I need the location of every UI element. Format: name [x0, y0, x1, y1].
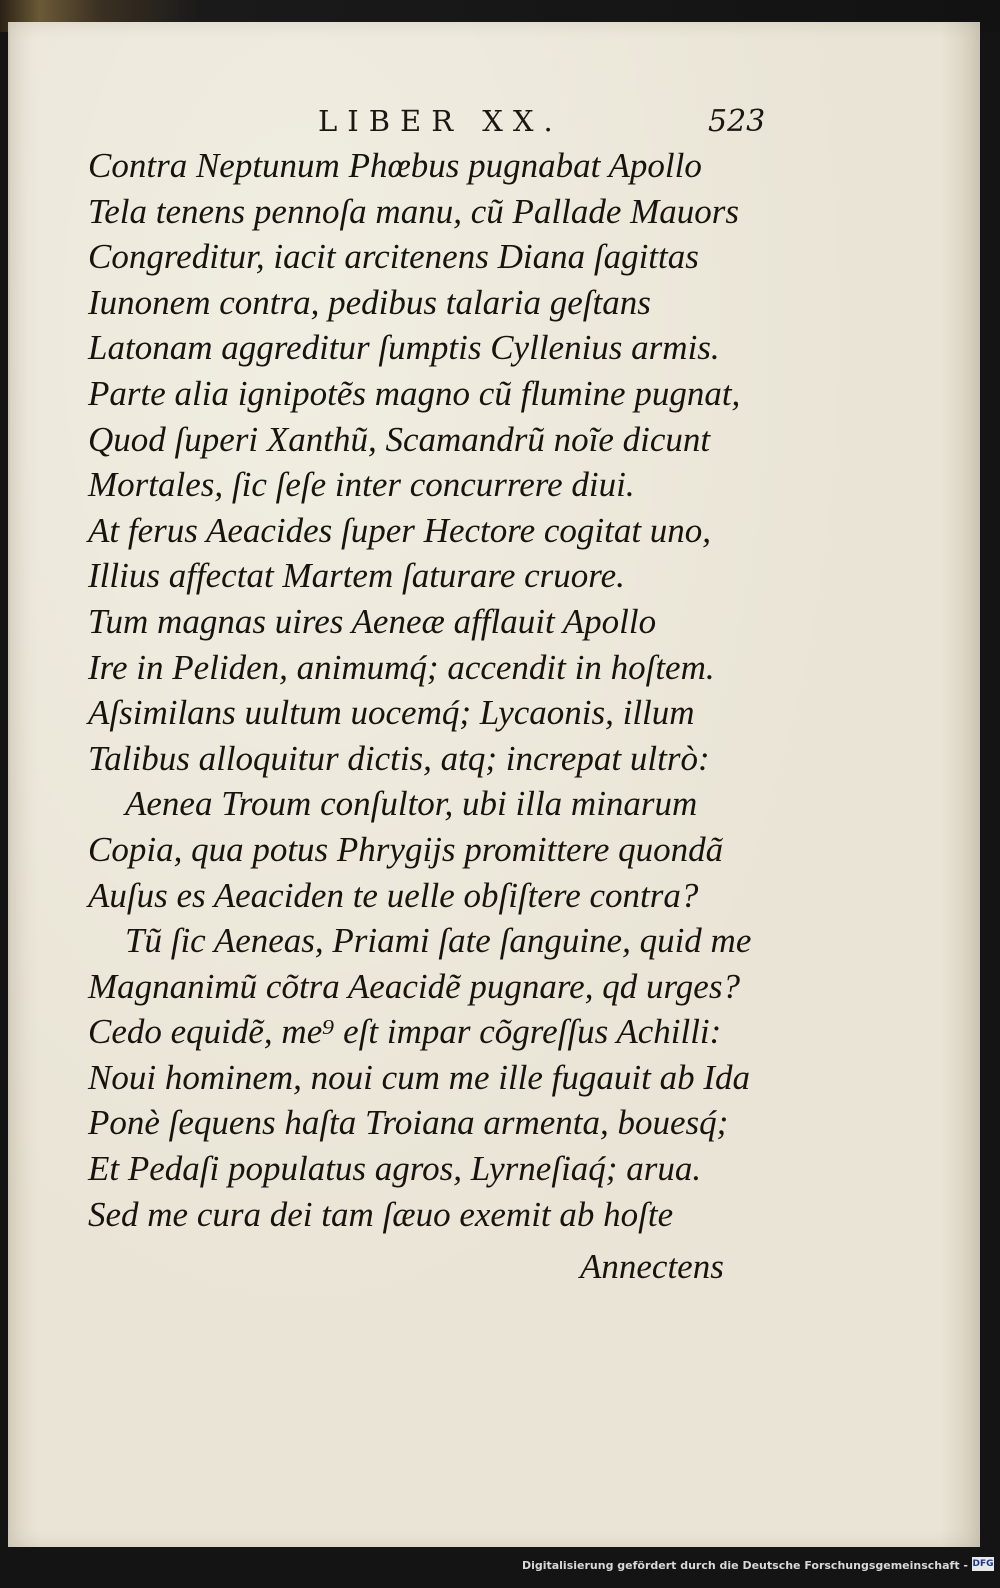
verse-line: Iunonem contra, pedibus talaria geſtans [88, 282, 651, 322]
verse-line: Congreditur, iacit arcitenens Diana ſagittas [88, 237, 699, 277]
verse-line: Tela tenens pennoſa manu, cũ Pallade Mauors [88, 191, 740, 231]
verse-line: Latonam aggreditur ſumptis Cyllenius armis. [88, 328, 720, 368]
verse-line: Illius affectat Martem ſaturare cruore. [88, 556, 625, 596]
verse-line: Tum magnas uires Aeneæ afflauit Apollo [88, 601, 657, 641]
verse-line: Aſsimilans uultum uocemq́; Lycaonis, illum [88, 693, 695, 733]
running-head [0, 104, 1000, 144]
verse-line: Copia, qua potus Phrygijs promittere quondã [88, 829, 724, 869]
verse-line: Contra Neptunum Phœbus pugnabat Apollo [88, 146, 702, 185]
scan-footer [0, 1549, 1000, 1588]
verse-line-indented: Aenea Troum conſultor, ubi illa minarum [125, 784, 698, 824]
verse-line: Talibus alloquitur dictis, atq; increpat ultrò: [88, 738, 710, 778]
verse-line-indented: Tũ ſic Aeneas, Priami ſate ſanguine, quid me [125, 921, 752, 961]
running-title: LIBER XX. [318, 104, 563, 138]
verse-line: Magnanimũ cõtra Aeacidẽ pugnare, qd urges? [88, 966, 740, 1006]
verse-line: Noui hominem, noui cum me ille fugauit ab Ida [88, 1057, 751, 1097]
funding-note: Digitalisierung gefördert durch die Deutsche Forschungsgemeinschaft - [521, 1559, 968, 1572]
verse-block [88, 143, 758, 1237]
verse-line: Mortales, ſic ſeſe inter concurrere diui. [88, 465, 635, 505]
verse-line: At ferus Aeacides ſuper Hectore cogitat uno, [88, 510, 712, 550]
verse-line: Cedo equidẽ, me⁹ eſt impar cõgreſſus Achilli: [88, 1012, 722, 1052]
verse-line: Quod ſuperi Xanthũ, Scamandrũ noĩe dicunt [88, 419, 711, 459]
catchword: Annectens [580, 1247, 724, 1286]
verse-line: Auſus es Aeaciden te uelle obſiſtere contra? [88, 875, 699, 915]
verse-line: Ire in Peliden, animumq́; accendit in hoſtem. [88, 647, 715, 687]
dfg-logo: DFG [972, 1559, 994, 1569]
verse-line: Parte alia ignipotẽs magno cũ flumine pugnat, [88, 373, 741, 413]
verse-line: Ponè ſequens haſta Troiana armenta, bouesq́; [88, 1103, 729, 1143]
page-number: 523 [708, 104, 766, 139]
verse-line: Sed me cura dei tam ſæuo exemit ab hoſte [88, 1194, 674, 1234]
verse-line: Et Pedaſi populatus agros, Lyrneſiaq́; arua. [88, 1149, 702, 1189]
